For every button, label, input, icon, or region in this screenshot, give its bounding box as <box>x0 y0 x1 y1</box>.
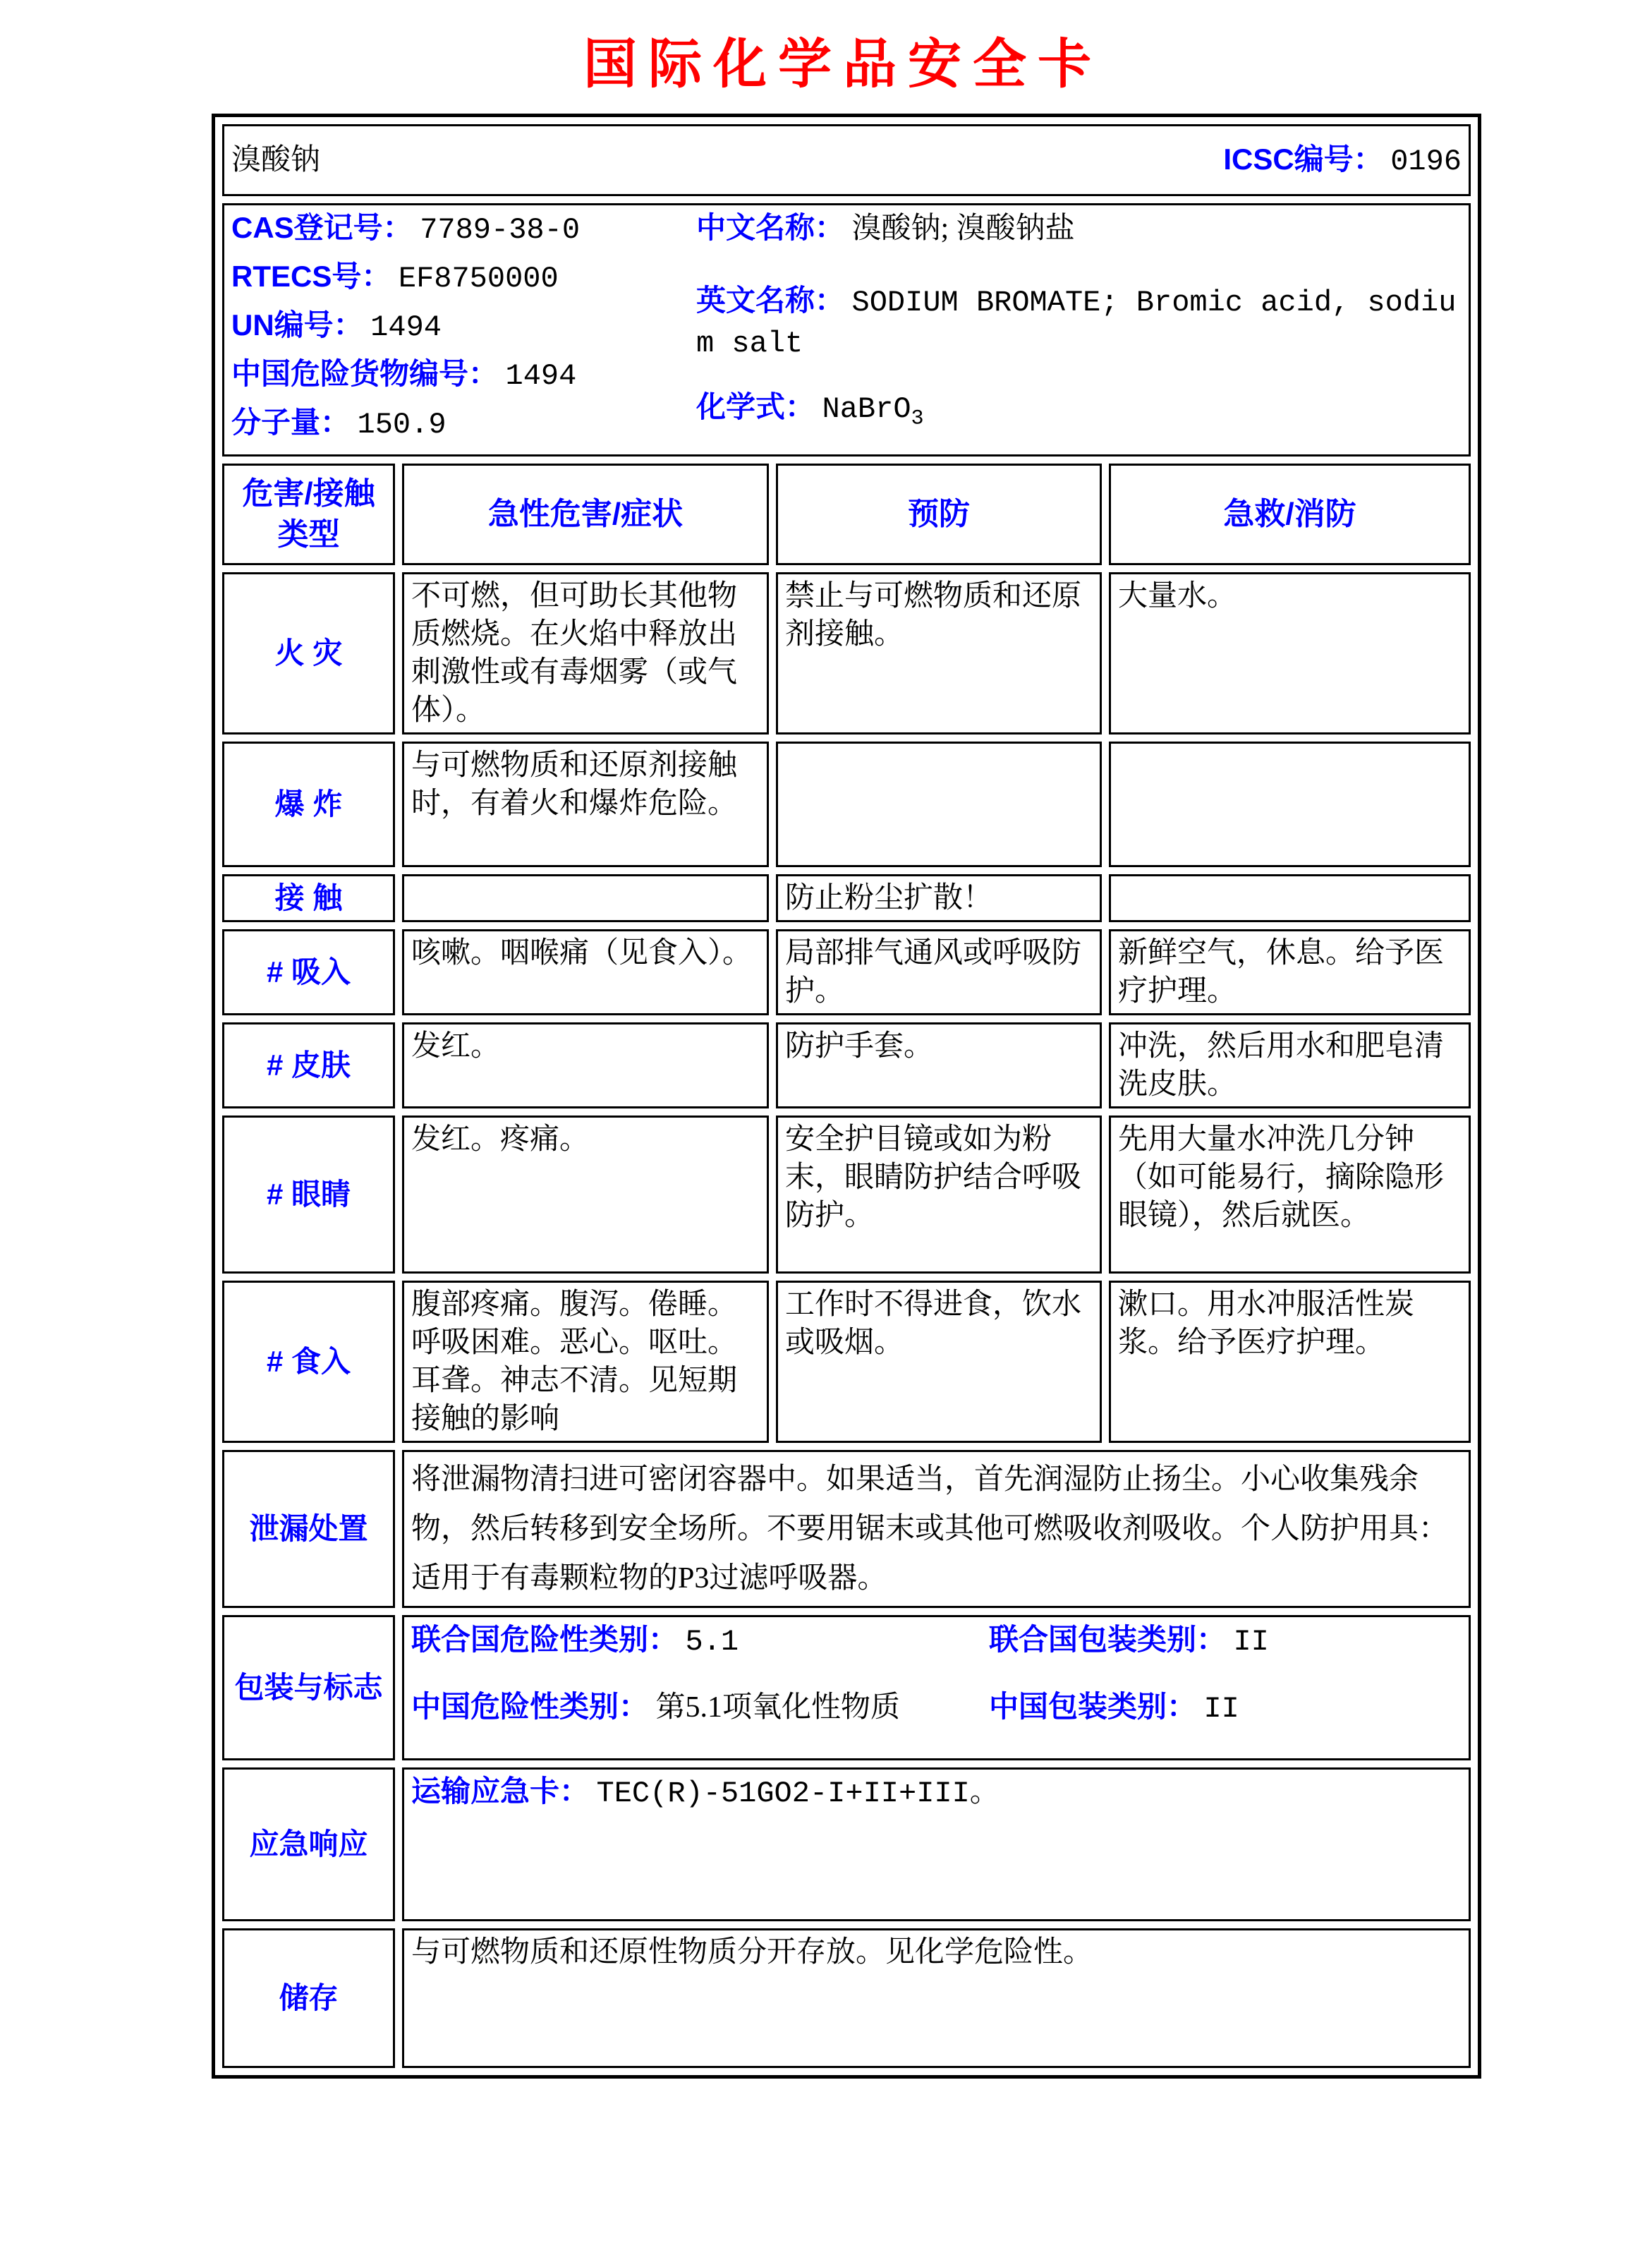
china-dangerous-goods-number: 中国危险货物编号： 1494 <box>231 357 577 393</box>
hazard-row-fire <box>222 572 1471 734</box>
cn-classification-line <box>411 1687 1462 1729</box>
prevention-cell: 工作时不得进食，饮水或吸烟。 <box>776 1281 1102 1443</box>
packaging-cell <box>402 1615 1471 1760</box>
first-aid-cell: 大量水。 <box>1109 572 1471 734</box>
symptoms-cell: 咳嗽。咽喉痛（见食入）。 <box>402 929 769 1015</box>
first-aid-cell: 先用大量水冲洗几分钟（如可能易行，摘除隐形眼镜），然后就医。 <box>1109 1116 1471 1274</box>
icsc-number-group <box>1223 140 1462 181</box>
un-number: UN编号： 1494 <box>231 308 442 344</box>
header-hazard-type: 危害/接触类型 <box>222 464 395 565</box>
english-name: 英文名称： SODIUM BROMATE; Bromic acid, sodium salt <box>696 284 1457 361</box>
first-aid-cell <box>1109 742 1471 867</box>
first-aid-cell: 冲洗，然后用水和肥皂清洗皮肤。 <box>1109 1022 1471 1108</box>
first-aid-cell <box>1109 874 1471 922</box>
molecular-weight: 分子量： 150.9 <box>231 406 447 442</box>
hazard-row-inhalation <box>222 929 1471 1015</box>
row-label: # 皮肤 <box>222 1022 395 1108</box>
tec-card-value: TEC(R)-51GO2-I+II+III。 <box>596 1777 1000 1810</box>
substance-name: 溴酸钠 <box>231 144 321 176</box>
symptoms-cell: 与可燃物质和还原剂接触时，有着火和爆炸危险。 <box>402 742 769 867</box>
tec-card-label: 运输应急卡： <box>411 1775 590 1808</box>
identifier-cell <box>222 203 1471 457</box>
row-label: # 吸入 <box>222 929 395 1015</box>
emergency-cell <box>402 1767 1471 1921</box>
section-row-emergency <box>222 1767 1471 1921</box>
card-header-cell <box>222 124 1471 196</box>
prevention-cell <box>776 742 1102 867</box>
section-label: 包装与标志 <box>222 1615 395 1760</box>
un-packing-group: 联合国包装类别： II <box>988 1623 1269 1659</box>
section-row-packaging <box>222 1615 1471 1760</box>
hazard-row-exposure <box>222 874 1471 922</box>
row-label: # 食入 <box>222 1281 395 1443</box>
prevention-cell: 局部排气通风或呼吸防护。 <box>776 929 1102 1015</box>
header-first-aid: 急救/消防 <box>1109 464 1471 565</box>
section-label: 储存 <box>222 1928 395 2068</box>
prevention-cell: 安全护目镜或如为粉末，眼睛防护结合呼吸防护。 <box>776 1116 1102 1274</box>
row-label: 爆 炸 <box>222 742 395 867</box>
symptoms-cell: 腹部疼痛。腹泻。倦睡。呼吸困难。恶心。呕吐。耳聋。神志不清。见短期接触的影响 <box>402 1281 769 1443</box>
symptoms-cell: 不可燃，但可助长其他物质燃烧。在火焰中释放出刺激性或有毒烟雾（或气体）。 <box>402 572 769 734</box>
section-row-spillage <box>222 1450 1471 1608</box>
hazard-row-explosion <box>222 742 1471 867</box>
hazard-row-skin <box>222 1022 1471 1108</box>
symptoms-cell <box>402 874 769 922</box>
name-list <box>686 208 1462 452</box>
cn-hazard-class: 中国危险性类别： 第5.1项氧化性物质 <box>411 1690 901 1724</box>
page-title: 国际化学品安全卡 <box>583 35 1103 95</box>
row-label: 接 触 <box>222 874 395 922</box>
row-label: # 眼睛 <box>222 1116 395 1274</box>
safety-card-table <box>212 114 1481 2079</box>
un-classification-line <box>411 1620 1462 1662</box>
chemical-formula: 化学式： NaBrO$_3$ <box>696 390 924 431</box>
prevention-cell: 防止粉尘扩散！ <box>776 874 1102 922</box>
un-hazard-class: 联合国危险性类别： 5.1 <box>411 1623 739 1659</box>
card-header-row <box>222 124 1471 196</box>
identifier-list <box>231 208 686 452</box>
symptoms-cell: 发红。 <box>402 1022 769 1108</box>
hazard-row-eyes <box>222 1116 1471 1274</box>
spillage-text: 将泄漏物清扫进可密闭容器中。如果适当，首先润湿防止扬尘。小心收集残余物，然后转移到安全场所。不要用锯末或其他可燃吸收剂吸收。个人防护用具：适用于有毒颗粒物的P3过滤呼吸器。 <box>402 1450 1471 1608</box>
cn-packing-group: 中国包装类别： II <box>988 1690 1239 1726</box>
header-prevention: 预防 <box>776 464 1102 565</box>
section-row-storage <box>222 1928 1471 2068</box>
section-label: 应急响应 <box>222 1767 395 1921</box>
identifier-row <box>222 203 1471 457</box>
icsc-number-label: ICSC编号： <box>1223 142 1383 176</box>
cas-number: CAS登记号： 7789-38-0 <box>231 211 581 247</box>
section-label: 泄漏处置 <box>222 1450 395 1608</box>
prevention-cell: 禁止与可燃物质和还原剂接触。 <box>776 572 1102 734</box>
storage-text: 与可燃物质和还原性物质分开存放。见化学危险性。 <box>402 1928 1471 2068</box>
first-aid-cell: 漱口。用水冲服活性炭浆。给予医疗护理。 <box>1109 1281 1471 1443</box>
row-label: 火 灾 <box>222 572 395 734</box>
first-aid-cell: 新鲜空气，休息。给予医疗护理。 <box>1109 929 1471 1015</box>
icsc-number-value: 0196 <box>1390 144 1462 179</box>
hazard-row-ingestion <box>222 1281 1471 1443</box>
header-symptoms: 急性危害/症状 <box>402 464 769 565</box>
hazard-header-row <box>222 464 1471 565</box>
chinese-name: 中文名称： 溴酸钠; 溴酸钠盐 <box>696 211 1075 245</box>
symptoms-cell: 发红。疼痛。 <box>402 1116 769 1274</box>
rtecs-number: RTECS号： EF8750000 <box>231 260 559 296</box>
prevention-cell: 防护手套。 <box>776 1022 1102 1108</box>
